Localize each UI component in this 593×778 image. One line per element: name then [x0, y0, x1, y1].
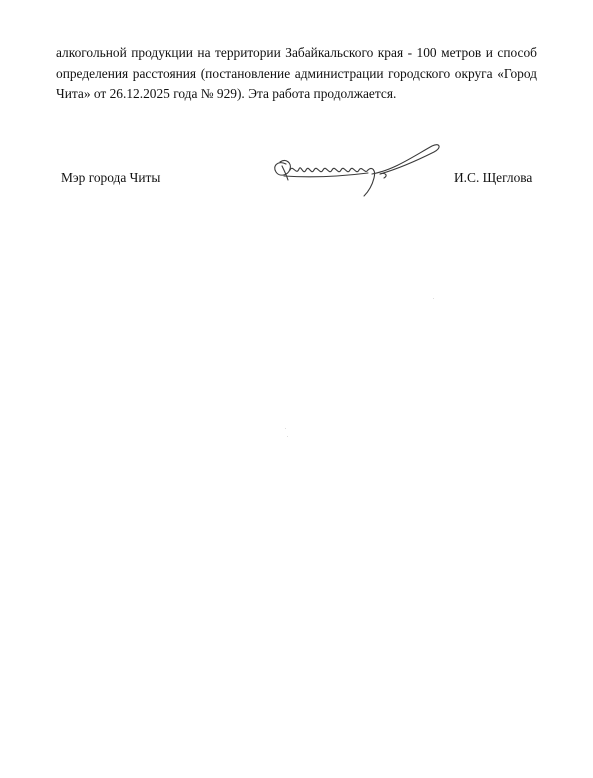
body-paragraph	[56, 43, 537, 105]
scan-speck	[285, 428, 286, 429]
scan-speck	[287, 436, 288, 437]
paragraph-line-2: определения расстояния (постановление администрации городского округа «Город	[56, 65, 537, 81]
signatory-title: Мэр города Читы	[61, 170, 161, 185]
handwritten-signature	[264, 136, 444, 198]
scan-speck	[433, 298, 434, 299]
paragraph-line-3: Чита» от 26.12.2025 года № 929). Эта работа продолжается.	[56, 86, 397, 101]
signatory-name: И.С. Щеглова	[454, 170, 533, 185]
paragraph-line-1: алкогольной продукции на территории Забайкальского края - 100 метров и способ	[56, 45, 537, 60]
